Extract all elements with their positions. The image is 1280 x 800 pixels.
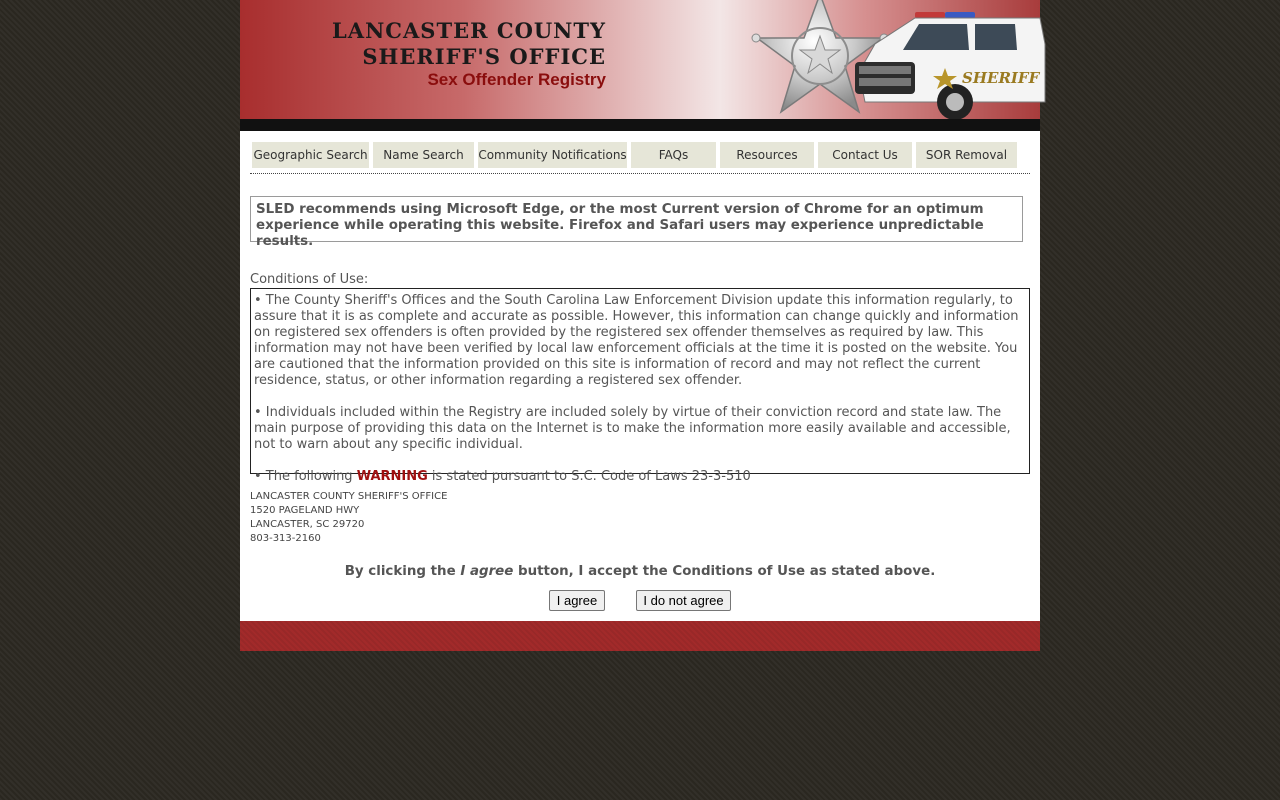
nav-community-notifications[interactable]: Community Notifications <box>478 142 627 168</box>
footer-bar <box>240 621 1040 651</box>
accept-statement <box>240 564 1040 579</box>
office-phone: 803-313-2160 <box>250 533 321 544</box>
nav-faqs[interactable]: FAQs <box>631 142 716 168</box>
nav-contact-us[interactable]: Contact Us <box>818 142 912 168</box>
conditions-scroll-box[interactable] <box>250 288 1030 484</box>
office-address <box>250 490 447 546</box>
nav-sor-removal[interactable]: SOR Removal <box>916 142 1017 168</box>
header-stripe <box>240 119 1040 131</box>
office-street: 1520 PAGELAND HWY <box>250 505 360 516</box>
browser-notice-line-1: SLED recommends using Microsoft Edge, or the most Current version of Chrome for an optimum <box>256 202 984 217</box>
office-city: LANCASTER, SC 29720 <box>250 519 365 530</box>
nav-divider <box>250 173 1030 174</box>
sheriff-truck-icon <box>845 4 1045 122</box>
header-title-line-1: LANCASTER COUNTY <box>332 18 606 43</box>
accept-prefix: By clicking the <box>344 564 461 579</box>
page-container <box>240 0 1040 651</box>
conditions-partial-prefix: • The following <box>254 469 357 484</box>
nav-name-search[interactable]: Name Search <box>373 142 474 168</box>
accept-emphasis: I agree <box>460 564 514 579</box>
i-do-not-agree-button[interactable]: I do not agree <box>636 590 731 611</box>
nav-resources[interactable]: Resources <box>720 142 814 168</box>
header-banner <box>240 0 1040 119</box>
header-title-line-2: SHERIFF'S OFFICE <box>362 44 606 69</box>
browser-recommendation-notice <box>250 196 1023 249</box>
truck-sheriff-text: SHERIFF <box>962 69 1040 87</box>
conditions-partial-suffix: is stated pursuant to S.C. Code of Laws 23-3-510 <box>427 469 751 484</box>
conditions-paragraph: • Individuals included within the Registry are included solely by virtue of their conviction record and state law. The main purpose of providing this data on the Internet is to make the information more easily available and accessible, not to warn about any specific individual. <box>254 405 1011 452</box>
conditions-label: Conditions of Use: <box>250 272 369 287</box>
office-name: LANCASTER COUNTY SHERIFF'S OFFICE <box>250 491 448 502</box>
conditions-paragraph: • The County Sheriff's Offices and the South Carolina Law Enforcement Division update this information regularly, to assure that it is as complete and accurate as possible. However, this information can change quickly and information on registered sex offenders is often provided by the registered sex offender themselves as required by law. This information may not have been verified by local law enforcement officials at the time it is posted on the website. You are cautioned that the information provided on this site is information of record and may not reflect the current residence, status, or other information regarding a registered sex offender. <box>254 293 1019 388</box>
conditions-paragraph-partial <box>254 469 1026 485</box>
nav-geographic-search[interactable]: Geographic Search <box>252 142 369 168</box>
i-agree-button[interactable]: I agree <box>549 590 605 611</box>
header-subtitle: Sex Offender Registry <box>427 70 606 89</box>
conditions-warning-word: WARNING <box>356 469 428 484</box>
browser-notice-line-2: experience while operating this website. Firefox and Safari users may experience unpredictable results. <box>256 218 984 249</box>
accept-suffix: button, I accept the Conditions of Use as stated above. <box>513 564 936 579</box>
